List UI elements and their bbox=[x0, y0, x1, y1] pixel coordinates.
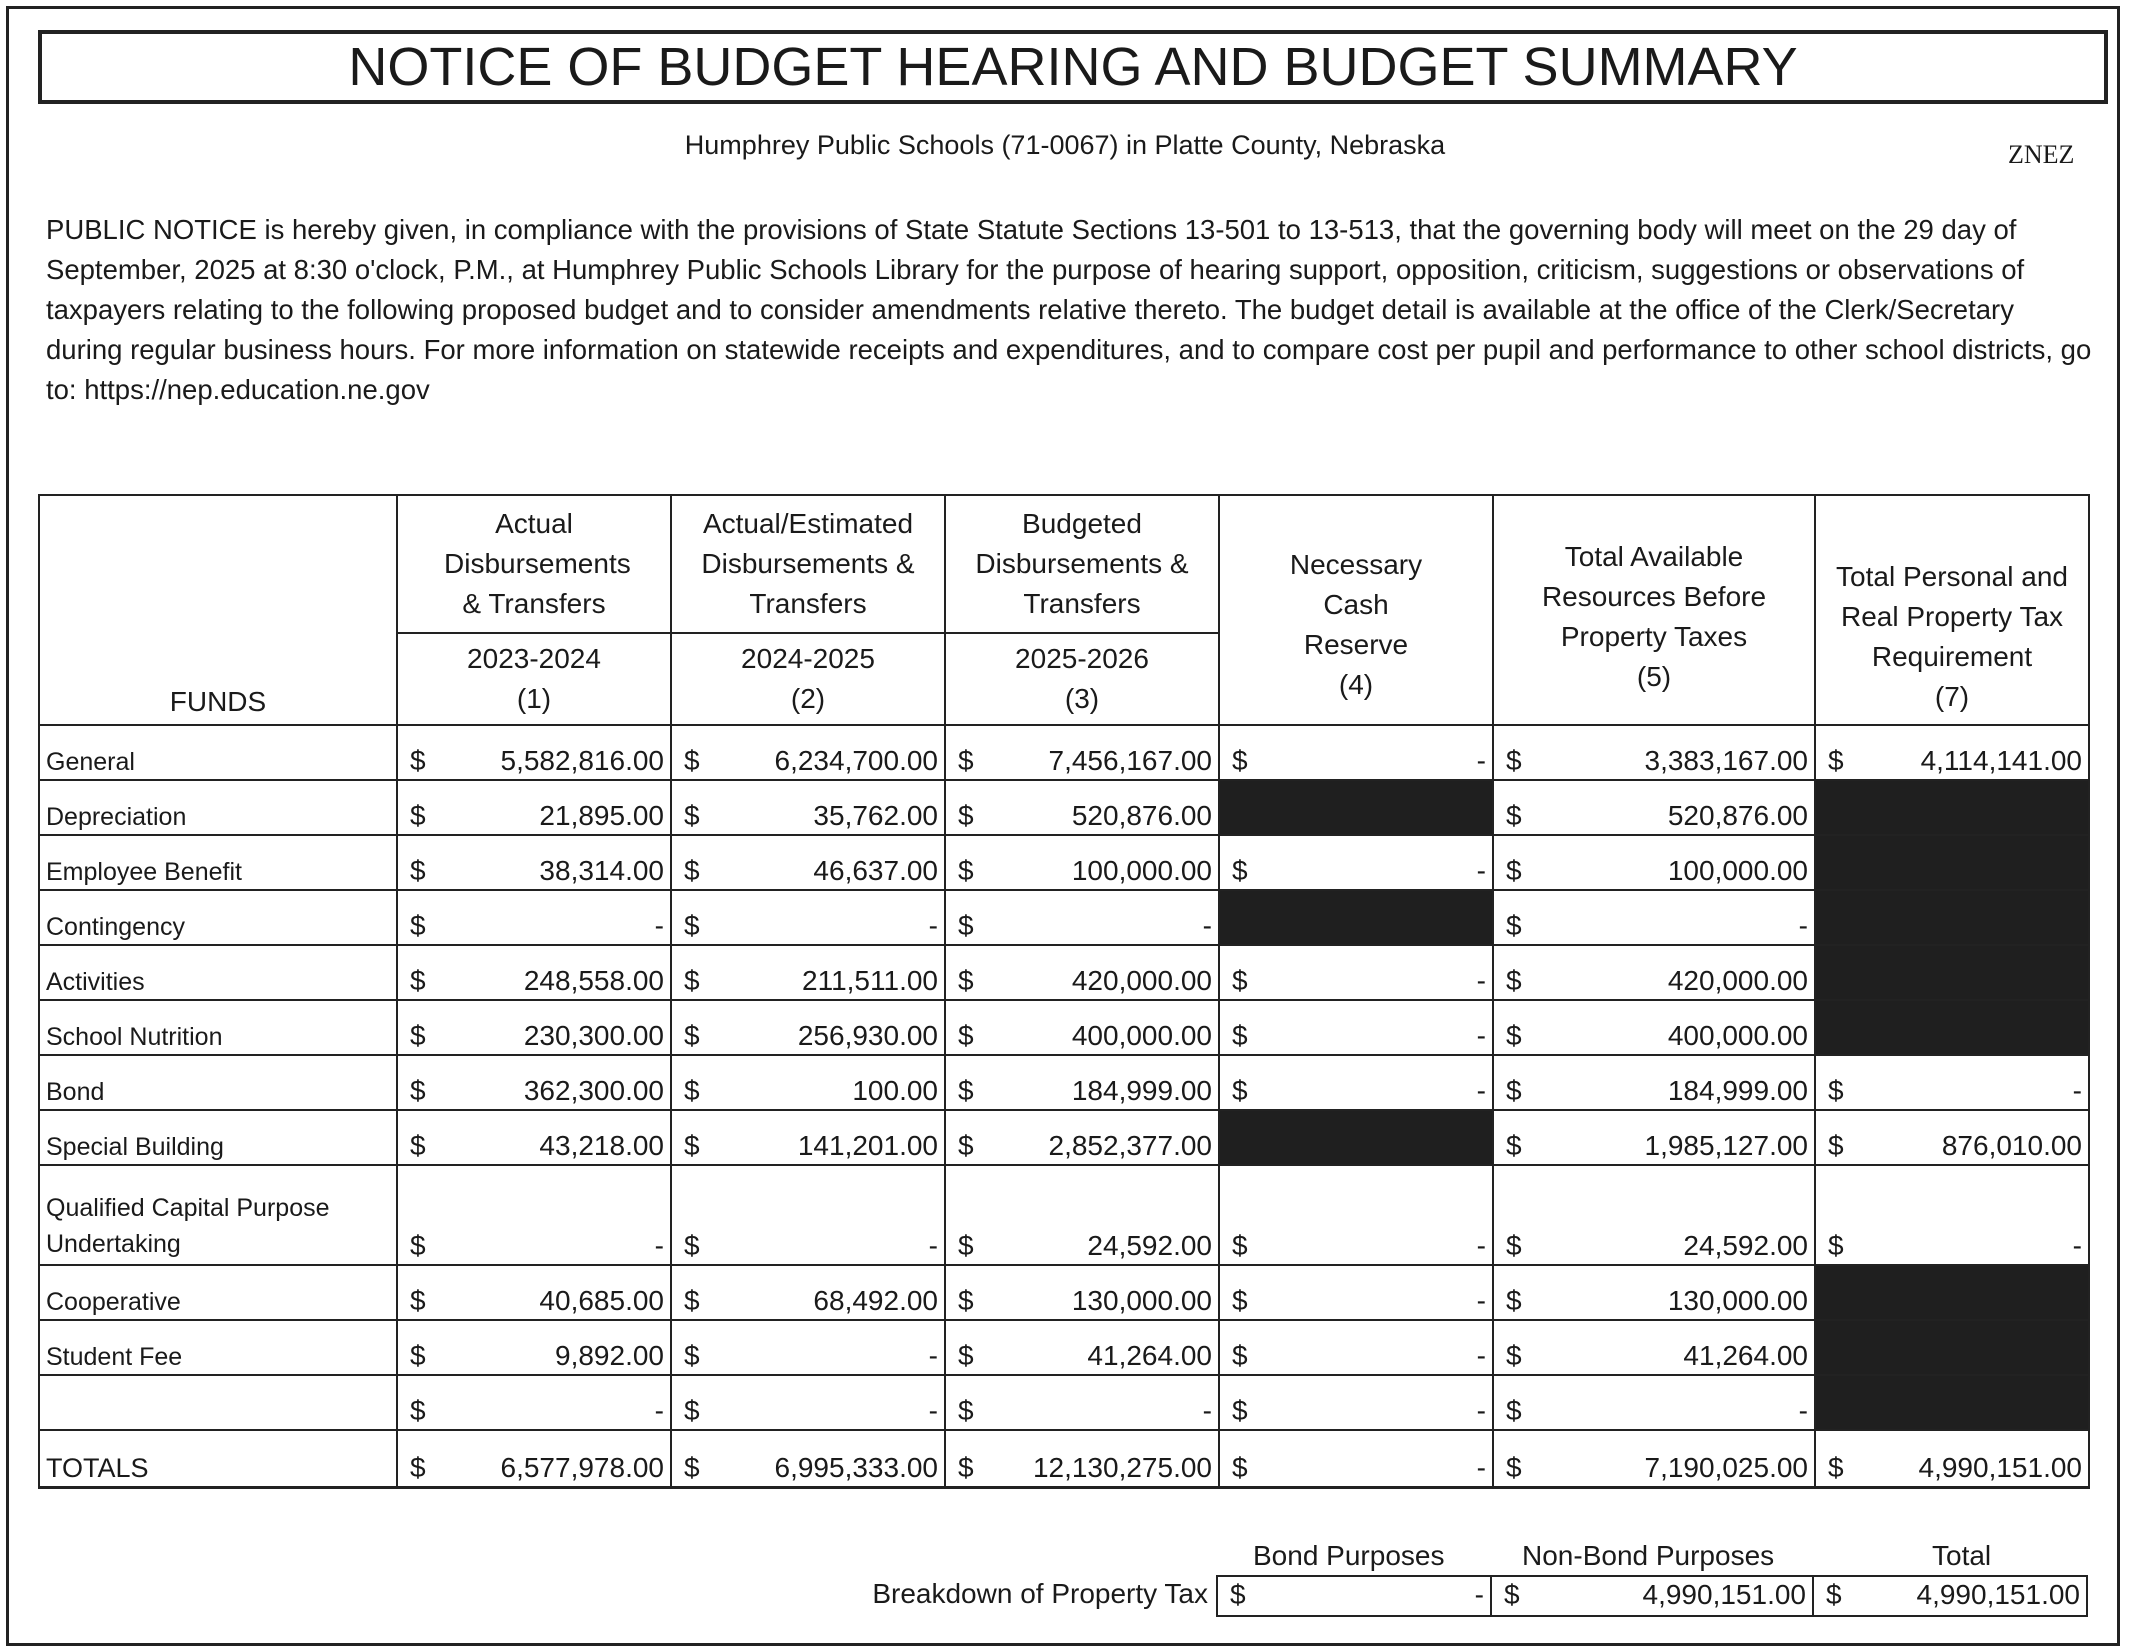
amount-cell: $ 46,637.00 bbox=[671, 835, 945, 890]
amount-cell: $ 248,558.00 bbox=[397, 945, 671, 1000]
budget-summary-table bbox=[38, 494, 2090, 1489]
amount-cell: $ - bbox=[397, 890, 671, 945]
amount-cell: $ 35,762.00 bbox=[671, 780, 945, 835]
table-row bbox=[39, 1000, 2089, 1055]
form-code: ZNEZ bbox=[2008, 140, 2075, 169]
amount-cell: $ 100.00 bbox=[671, 1055, 945, 1110]
shaded-cell bbox=[1219, 890, 1493, 945]
bond-purposes-label: Bond Purposes bbox=[1253, 1540, 1445, 1571]
amount-cell: $ - bbox=[1815, 1165, 2089, 1265]
amount-cell: $ 43,218.00 bbox=[397, 1110, 671, 1165]
fund-name: General bbox=[39, 725, 397, 780]
amount-cell: $ 4,114,141.00 bbox=[1815, 725, 2089, 780]
amount-cell: $ 41,264.00 bbox=[945, 1320, 1219, 1375]
amount-cell: $ 141,201.00 bbox=[671, 1110, 945, 1165]
amount-cell: $ 24,592.00 bbox=[945, 1165, 1219, 1265]
amount-cell: $ - bbox=[1219, 945, 1493, 1000]
table-row bbox=[39, 1375, 2089, 1430]
public-notice-text: PUBLIC NOTICE is hereby given, in compliance with the provisions of State Statute Sections 13-501 to 13-513, that the governing body will meet on the 29 day of September, 2025 at 8:30 o'clock, P.M., at Humphrey Public Schools Library for the purpose of hearing support, opposition, criticism, suggestions or observations of taxpayers relating to the following proposed budget and to consider amendments relative thereto. The budget detail is available at the office of the Clerk/Secretary during regular business hours. For more information on statewide receipts and expenditures, and to compare cost per pupil and performance to other school districts, go to: https://nep.education.ne.gov bbox=[46, 214, 2092, 405]
amount-cell: $ 400,000.00 bbox=[1493, 1000, 1815, 1055]
shaded-cell bbox=[1815, 890, 2089, 945]
col7-header: Total Personal and Real Property Tax Requirement (7) bbox=[1815, 495, 2089, 725]
table-row bbox=[39, 1055, 2089, 1110]
table-row bbox=[39, 1320, 2089, 1375]
amount-cell: $ 7,190,025.00 bbox=[1493, 1430, 1815, 1487]
amount-cell: $ 1,985,127.00 bbox=[1493, 1110, 1815, 1165]
non-bond-purposes-value: $ 4,990,151.00 bbox=[1491, 1576, 1813, 1616]
amount-cell: $ - bbox=[945, 1375, 1219, 1430]
amount-cell: $ - bbox=[1219, 1430, 1493, 1487]
fund-name: Special Building bbox=[39, 1110, 397, 1165]
amount-cell: $ - bbox=[671, 1165, 945, 1265]
col4-number: (4) bbox=[1338, 669, 1374, 700]
amount-cell: $ 6,577,978.00 bbox=[397, 1430, 671, 1487]
amount-cell: $ - bbox=[1219, 1320, 1493, 1375]
amount-cell: $ 6,995,333.00 bbox=[671, 1430, 945, 1487]
amount-cell: $ 256,930.00 bbox=[671, 1000, 945, 1055]
amount-cell: $ 6,234,700.00 bbox=[671, 725, 945, 780]
amount-cell: $ - bbox=[1493, 890, 1815, 945]
col1-header: Actual Disbursements & Transfers bbox=[397, 495, 671, 633]
fund-name: Contingency bbox=[39, 890, 397, 945]
table-row bbox=[39, 1265, 2089, 1320]
amount-cell: $ 100,000.00 bbox=[1493, 835, 1815, 890]
amount-cell: $ 420,000.00 bbox=[945, 945, 1219, 1000]
amount-cell: $ 21,895.00 bbox=[397, 780, 671, 835]
amount-cell: $ - bbox=[1219, 1375, 1493, 1430]
page-title: NOTICE OF BUDGET HEARING AND BUDGET SUMMARY bbox=[38, 30, 2108, 104]
table-row bbox=[39, 725, 2089, 780]
total-label: Total bbox=[1932, 1540, 1992, 1571]
breakdown-row-label: Breakdown of Property Tax bbox=[872, 1578, 1208, 1609]
shaded-cell bbox=[1815, 780, 2089, 835]
amount-cell: $ - bbox=[1219, 725, 1493, 780]
amount-cell: $ 400,000.00 bbox=[945, 1000, 1219, 1055]
non-bond-purposes-label: Non-Bond Purposes bbox=[1522, 1540, 1775, 1571]
amount-cell: $ 68,492.00 bbox=[671, 1265, 945, 1320]
totals-row bbox=[39, 1430, 2089, 1487]
amount-cell: $ 230,300.00 bbox=[397, 1000, 671, 1055]
district-subtitle: Humphrey Public Schools (71-0067) in Platte County, Nebraska bbox=[684, 130, 1446, 160]
fund-name: Employee Benefit bbox=[39, 835, 397, 890]
shaded-cell bbox=[1815, 1320, 2089, 1375]
property-tax-breakdown-table bbox=[1216, 1575, 2088, 1617]
shaded-cell bbox=[1815, 1265, 2089, 1320]
amount-cell: $ 3,383,167.00 bbox=[1493, 725, 1815, 780]
table-row bbox=[39, 890, 2089, 945]
amount-cell: $ 520,876.00 bbox=[945, 780, 1219, 835]
amount-cell: $ - bbox=[397, 1165, 671, 1265]
shaded-cell bbox=[1815, 945, 2089, 1000]
table-row bbox=[39, 1110, 2089, 1165]
shaded-cell bbox=[1815, 835, 2089, 890]
amount-cell: $ - bbox=[671, 1320, 945, 1375]
col4-header: Necessary Cash Reserve (4) bbox=[1219, 495, 1493, 725]
col2-header: Actual/Estimated Disbursements & Transfers bbox=[671, 495, 945, 633]
fund-name: Cooperative bbox=[39, 1265, 397, 1320]
shaded-cell bbox=[1219, 780, 1493, 835]
col5-number: (5) bbox=[1636, 661, 1672, 692]
amount-cell: $ 876,010.00 bbox=[1815, 1110, 2089, 1165]
fund-name: TOTALS bbox=[39, 1430, 397, 1487]
amount-cell: $ - bbox=[1219, 835, 1493, 890]
funds-header: FUNDS bbox=[39, 495, 397, 725]
amount-cell: $ 5,582,816.00 bbox=[397, 725, 671, 780]
amount-cell: $ 7,456,167.00 bbox=[945, 725, 1219, 780]
col1-year: 2023-2024 (1) bbox=[397, 633, 671, 725]
amount-cell: $ - bbox=[945, 890, 1219, 945]
fund-name: Activities bbox=[39, 945, 397, 1000]
amount-cell: $ 100,000.00 bbox=[945, 835, 1219, 890]
budget-table-body bbox=[39, 725, 2089, 1487]
col3-header: Budgeted Disbursements & Transfers bbox=[945, 495, 1219, 633]
amount-cell: $ 211,511.00 bbox=[671, 945, 945, 1000]
amount-cell: $ - bbox=[1219, 1165, 1493, 1265]
fund-name: Qualified Capital Purpose Undertaking bbox=[39, 1165, 397, 1265]
amount-cell: $ 4,990,151.00 bbox=[1815, 1430, 2089, 1487]
amount-cell: $ 420,000.00 bbox=[1493, 945, 1815, 1000]
amount-cell: $ - bbox=[1219, 1000, 1493, 1055]
amount-cell: $ - bbox=[671, 1375, 945, 1430]
amount-cell: $ 184,999.00 bbox=[1493, 1055, 1815, 1110]
amount-cell: $ 41,264.00 bbox=[1493, 1320, 1815, 1375]
amount-cell: $ - bbox=[397, 1375, 671, 1430]
amount-cell: $ 38,314.00 bbox=[397, 835, 671, 890]
col2-year: 2024-2025 (2) bbox=[671, 633, 945, 725]
shaded-cell bbox=[1815, 1000, 2089, 1055]
col3-year: 2025-2026 (3) bbox=[945, 633, 1219, 725]
total-value: $ 4,990,151.00 bbox=[1813, 1576, 2087, 1616]
fund-name bbox=[39, 1375, 397, 1430]
amount-cell: $ 130,000.00 bbox=[945, 1265, 1219, 1320]
table-row bbox=[39, 945, 2089, 1000]
amount-cell: $ 130,000.00 bbox=[1493, 1265, 1815, 1320]
amount-cell: $ 9,892.00 bbox=[397, 1320, 671, 1375]
table-row bbox=[39, 780, 2089, 835]
fund-name: School Nutrition bbox=[39, 1000, 397, 1055]
amount-cell: $ - bbox=[1219, 1265, 1493, 1320]
amount-cell: $ 520,876.00 bbox=[1493, 780, 1815, 835]
amount-cell: $ - bbox=[1219, 1055, 1493, 1110]
table-row bbox=[39, 1165, 2089, 1265]
amount-cell: $ 24,592.00 bbox=[1493, 1165, 1815, 1265]
fund-name: Depreciation bbox=[39, 780, 397, 835]
amount-cell: $ 40,685.00 bbox=[397, 1265, 671, 1320]
amount-cell: $ 12,130,275.00 bbox=[945, 1430, 1219, 1487]
amount-cell: $ 362,300.00 bbox=[397, 1055, 671, 1110]
bond-purposes-value: $ - bbox=[1217, 1576, 1491, 1616]
table-row bbox=[39, 835, 2089, 890]
amount-cell: $ - bbox=[671, 890, 945, 945]
col7-number: (7) bbox=[1934, 681, 1970, 712]
amount-cell: $ 184,999.00 bbox=[945, 1055, 1219, 1110]
amount-cell: $ - bbox=[1815, 1055, 2089, 1110]
fund-name: Student Fee bbox=[39, 1320, 397, 1375]
shaded-cell bbox=[1815, 1375, 2089, 1430]
shaded-cell bbox=[1219, 1110, 1493, 1165]
col5-header: Total Available Resources Before Property Taxes (5) bbox=[1493, 495, 1815, 725]
amount-cell: $ - bbox=[1493, 1375, 1815, 1430]
fund-name: Bond bbox=[39, 1055, 397, 1110]
amount-cell: $ 2,852,377.00 bbox=[945, 1110, 1219, 1165]
